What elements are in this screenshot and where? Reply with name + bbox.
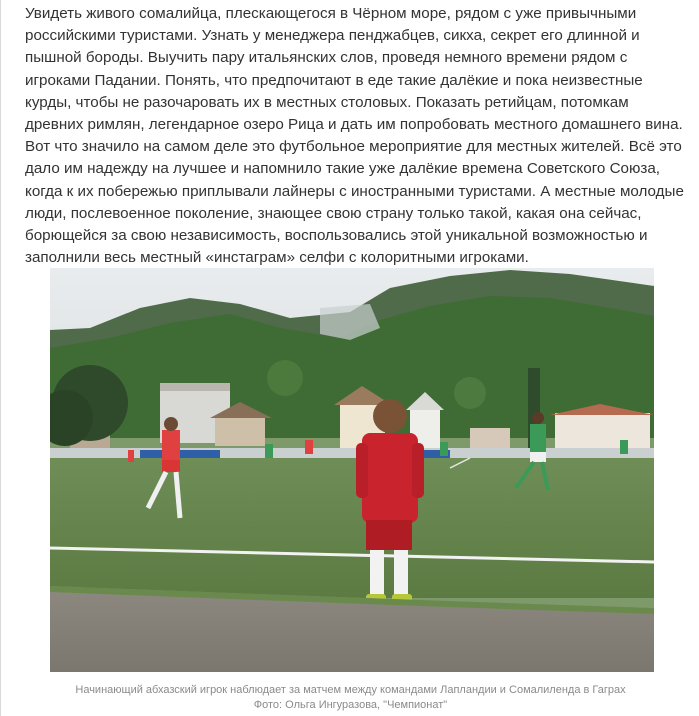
football-pitch [50,458,654,598]
tree [454,377,486,409]
photo-caption: Начинающий абхазский игрок наблюдает за матчем между командами Лапландии и Сомалиленда в Гаграх [75,684,626,696]
tree [267,360,303,396]
article-paragraph: Увидеть живого сомалийца, плескающегося в Чёрном море, рядом с уже привычными российскими туристами. Узнать у менеджера пенджабцев, сикха, секрет его длинной и пышной бороды. Выучить пару итальянских слов, проведя немного времени рядом с игроками Падании. Понять, что предпочитают в еде такие далёкие и пока неизвестные курды, чтобы не разочаровать их в местных столовых. Показать ретийцам, потомкам древних римлян, легендарное озеро Рица и дать им попробовать местного домашнего вина. Вот что значило на самом деле это футбольное мероприятие для местных жителей. Всё это дало им надежду на лучшее и напомнило такие уже далёкие времена Советского Союза, когда к их побережью приплывали лайнеры с иностранными туристами. А местные молодые люди, послевоенное поколение, знающее свою страну только такой, какая она сейчас, борющейся за свою независимость, воспользовались этой уникальной возможностью и заполнили весь местный «инстаграм» селфи с колоритными игроками. [25,5,684,267]
photo-credit: Фото: Ольга Ингуразова, "Чемпионат" [253,699,448,711]
article-photo [50,268,654,672]
